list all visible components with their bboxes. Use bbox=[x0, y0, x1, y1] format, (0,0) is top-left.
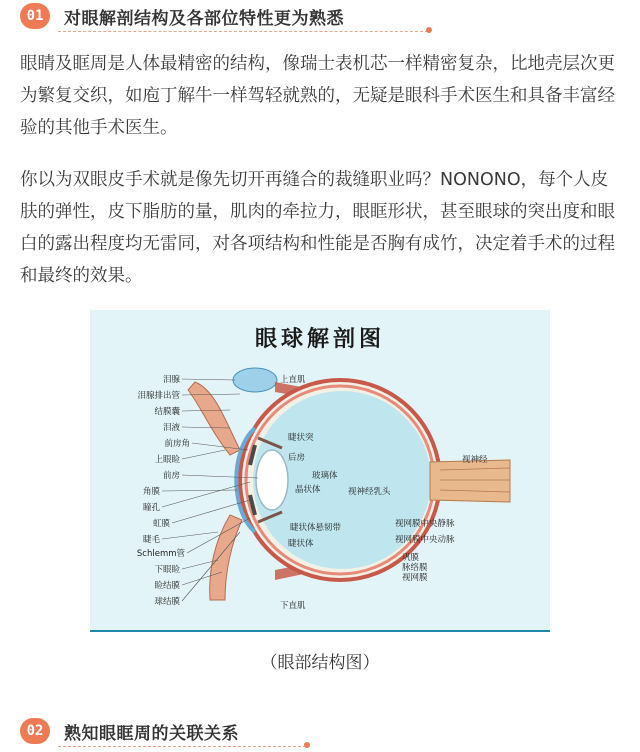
eye-anatomy-diagram bbox=[90, 310, 550, 630]
section-title: 对眼解剖结构及各部位特性更为熟悉 bbox=[64, 9, 344, 29]
label-pupil: 瞳孔 bbox=[142, 503, 160, 513]
section-number-badge: 01 bbox=[20, 3, 50, 29]
section-number-badge: 02 bbox=[20, 718, 50, 744]
optic-nerve-shape bbox=[430, 460, 510, 502]
figure-title: 眼球解剖图 bbox=[254, 326, 385, 352]
label-eyelashes: 睫毛 bbox=[142, 535, 160, 545]
label-central-retinal-vein: 视网膜中央静脉 bbox=[395, 519, 455, 529]
label-zonular-fibers: 睫状体悬韧带 bbox=[290, 523, 342, 533]
label-lens: 晶状体 bbox=[295, 485, 321, 495]
label-superior-rectus: 上直肌 bbox=[280, 375, 306, 385]
lens-shape bbox=[256, 450, 288, 510]
heading-dot bbox=[304, 742, 310, 748]
paragraph-1: 眼睛及眶周是人体最精密的结构，像瑞士表机芯一样精密复杂，比地壳层次更为繁复交织，如庖丁解牛一样驾轻就熟的，无疑是眼科手术医生和具备丰富经验的其他手术医生。 bbox=[20, 54, 615, 138]
label-posterior-chamber: 后房 bbox=[288, 453, 306, 463]
label-optic-disc: 视神经乳头 bbox=[348, 487, 391, 497]
heading-dot bbox=[426, 27, 432, 33]
upper-eyelid-shape bbox=[188, 382, 240, 455]
label-vitreous-body: 玻璃体 bbox=[312, 471, 338, 481]
label-lacrimal-duct: 泪腺排出管 bbox=[137, 391, 180, 401]
lower-eyelid-shape bbox=[210, 515, 242, 600]
paragraph-2: 你以为双眼皮手术就是像先切开再缝合的裁缝职业吗？NONONO，每个人皮肤的弹性，皮下脂肪的量，肌肉的牵拉力，眼眶形状，甚至眼球的突出度和眼白的露出程度均无雷同，对各项结构和性能是否胸有成竹，决定着手术的过程和最终的效果。 bbox=[20, 170, 615, 286]
label-iris: 虹膜 bbox=[152, 519, 170, 529]
label-lower-eyelid: 下眼睑 bbox=[154, 565, 180, 575]
label-inferior-rectus: 下直肌 bbox=[280, 601, 306, 611]
label-central-retinal-artery: 视网膜中央动脉 bbox=[395, 535, 455, 545]
label-cornea: 角膜 bbox=[142, 487, 160, 497]
label-optic-nerve: 视神经 bbox=[462, 455, 488, 465]
label-retina: 视网膜 bbox=[402, 573, 428, 583]
label-conjunctival-sac: 结膜囊 bbox=[154, 407, 180, 417]
label-sclera: 巩膜 bbox=[402, 553, 420, 563]
label-upper-eyelid: 上眼睑 bbox=[154, 455, 180, 465]
label-choroid: 脉络膜 bbox=[402, 563, 428, 573]
figure-caption: （眼部结构图） bbox=[260, 653, 380, 673]
section-title: 熟知眼眶周的关联关系 bbox=[64, 724, 239, 744]
eye-anatomy-figure bbox=[90, 310, 550, 632]
label-ciliary-process: 睫状突 bbox=[288, 433, 314, 443]
label-tears: 泪液 bbox=[162, 423, 180, 433]
label-ciliary-body: 睫状体 bbox=[288, 539, 314, 549]
heading-underline bbox=[58, 30, 428, 32]
label-anterior-chamber-angle: 前房角 bbox=[164, 439, 190, 449]
lacrimal-gland-shape bbox=[233, 368, 277, 392]
label-bulbar-conjunctiva: 球结膜 bbox=[154, 597, 180, 607]
label-anterior-chamber: 前房 bbox=[162, 471, 180, 481]
heading-underline bbox=[58, 745, 306, 747]
label-schlemm-canal: Schlemm管 bbox=[136, 549, 185, 559]
label-palpebral-conjunctiva: 睑结膜 bbox=[154, 581, 180, 591]
label-lacrimal-gland: 泪腺 bbox=[162, 375, 180, 385]
